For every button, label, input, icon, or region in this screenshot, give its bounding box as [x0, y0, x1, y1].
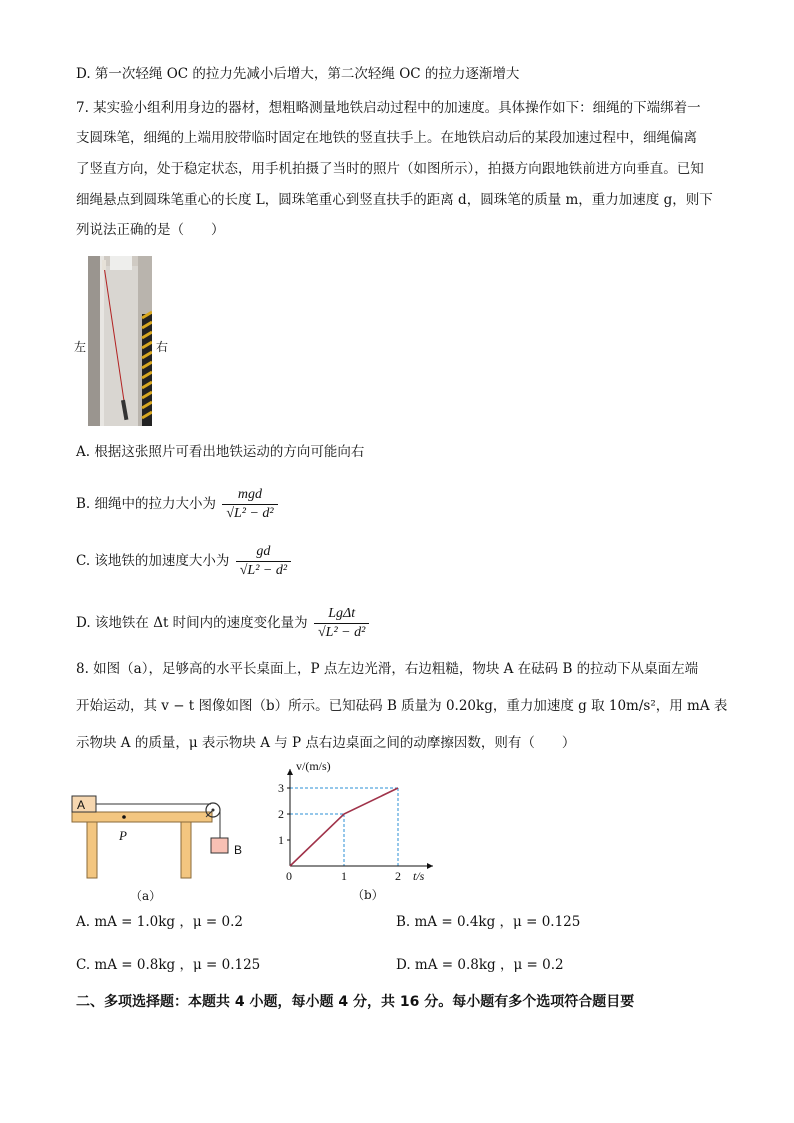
x-axis-label: t/s: [413, 869, 425, 883]
y-axis-arrow: [287, 769, 293, 775]
block-a-label: A: [77, 798, 86, 812]
q7-stem-line-2: 支圆珠笔，细绳的上端用胶带临时固定在地铁的竖直扶手上。在地铁启动后的某段加速过程中，细绳偏离: [76, 130, 697, 146]
q7-option-d: [76, 603, 369, 643]
q7-option-b-denominator: √L² − d²: [226, 506, 274, 521]
y-axis-label: v/(m/s): [296, 759, 331, 773]
block-b: [211, 838, 228, 853]
q8-option-c: C. mA = 0.8kg ，μ = 0.125: [76, 957, 261, 973]
point-p-dot: [122, 815, 126, 819]
q7-option-b-fraction: [222, 486, 277, 523]
q7-option-c-fraction: [236, 543, 291, 580]
x-tick-label: 2: [395, 869, 401, 883]
q8-stem-line-3: 示物块 A 的质量，μ 表示物块 A 与 P 点右边桌面之间的动摩擦因数，则有（ ）: [76, 735, 576, 751]
q7-stem-line-3: 了竖直方向，处于稳定状态，用手机拍摄了当时的照片（如图所示），拍摄方向跟地铁前进方向垂直。已知: [76, 161, 704, 177]
q7-option-b-label: B. 细绳中的拉力大小为: [76, 496, 217, 512]
q8-option-b: B. mA = 0.4kg ，μ = 0.125: [396, 914, 581, 930]
q7-stem-line-5: 列说法正确的是（ ）: [76, 222, 225, 238]
q8-option-a: A. mA = 1.0kg ，μ = 0.2: [76, 914, 243, 930]
x-axis-arrow: [427, 863, 433, 869]
q8-stem-line-2: 开始运动，其 v − t 图像如图（b）所示。已知砝码 B 质量为 0.20kg，重力加速度 g 取 10m/s²，用 mA 表: [76, 698, 728, 714]
q7-option-b-numerator: mgd: [222, 486, 277, 505]
q7-stem-line-4: 细绳悬点到圆珠笔重心的长度 L，圆珠笔重心到竖直扶手的距离 d，圆珠笔的质量 m，重力加速度 g，则下: [76, 192, 713, 208]
q8-option-d: D. mA = 0.8kg ，μ = 0.2: [396, 957, 564, 973]
q7-stem-line-1: 7. 某实验小组利用身边的器材，想粗略测量地铁启动过程中的加速度。具体操作如下：细绳的下端绑着一: [76, 100, 701, 116]
x-tick-label: 1: [341, 869, 347, 883]
table-leg-left: [87, 822, 97, 878]
q7-option-c-numerator: gd: [236, 543, 291, 562]
q7-option-d-denominator: √L² − d²: [317, 625, 366, 640]
y-tick-label: 3: [278, 781, 284, 795]
table-leg-right: [181, 822, 191, 878]
subway-handrail-photo: [88, 256, 152, 426]
q8-stem-line-1: 8. 如图（a），足够高的水平长桌面上，P 点左边光滑，右边粗糙，物块 A 在砝码 B 的拉动下从桌面左端: [76, 661, 699, 677]
photo-right-label: 右: [156, 340, 169, 354]
q7-option-c: [76, 541, 291, 581]
y-tick-label: 1: [278, 833, 284, 847]
point-p-label: P: [119, 828, 127, 843]
y-tick-label: 2: [278, 807, 284, 821]
q7-option-b: [76, 484, 278, 524]
section-2-heading: 二、多项选择题：本题共 4 小题，每小题 4 分，共 16 分。每小题有多个选项符合题目要: [76, 994, 635, 1010]
q7-option-c-label: C. 该地铁的加速度大小为: [76, 553, 230, 569]
photo-left-label: 左: [74, 340, 87, 354]
block-b-label: B: [234, 843, 243, 857]
q7-option-d-numerator: LgΔt: [314, 605, 369, 624]
figure-a-caption: （a）: [130, 889, 162, 903]
q7-option-c-denominator: √L² − d²: [239, 563, 288, 578]
origin-label: 0: [286, 869, 292, 883]
q7-option-a: A. 根据这张照片可看出地铁运动的方向可能向右: [76, 444, 365, 460]
figure-b-vt-graph: [274, 756, 444, 906]
figure-a-table-diagram: [70, 790, 260, 905]
q6-option-d: D. 第一次轻绳 OC 的拉力先减小后增大，第二次轻绳 OC 的拉力逐渐增大: [76, 66, 520, 82]
q7-option-d-fraction: [314, 605, 369, 642]
figure-b-caption: （b）: [352, 888, 384, 902]
table-top: [72, 812, 212, 822]
q7-option-d-label: D. 该地铁在 Δt 时间内的速度变化量为: [76, 615, 308, 631]
